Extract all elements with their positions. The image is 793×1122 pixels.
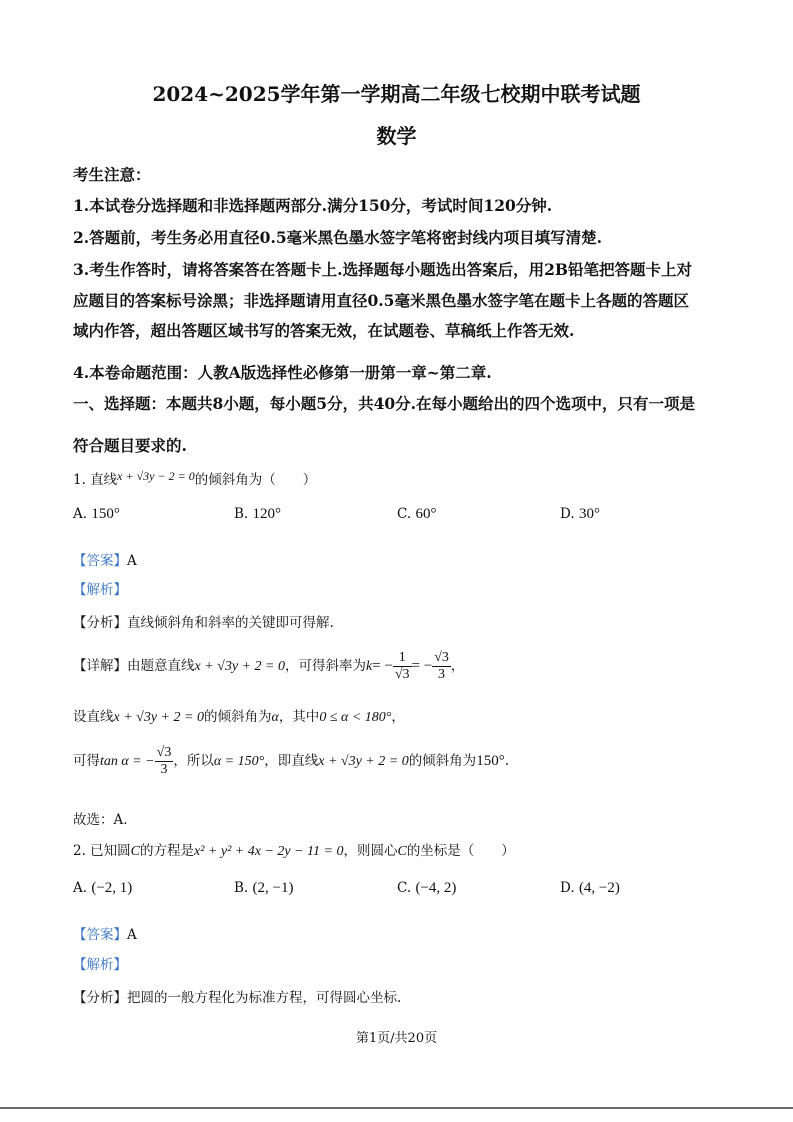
q2-option-c: C. (−4, 2) bbox=[397, 880, 457, 896]
q1-suffix: 的倾斜角为（ ） bbox=[194, 472, 317, 488]
q1-choose: 故选：A. bbox=[73, 812, 128, 828]
q1-detail-line1: 【详解】由题意直线x + √3y + 2 = 0，可得斜率为k= − $\frac{1}{√3}$ = − $\frac{√3}{3}$ ， bbox=[73, 650, 465, 682]
q1-fenxi-tag: 【分析】 bbox=[73, 615, 127, 631]
q2-option-a: A. (−2, 1) bbox=[73, 880, 133, 896]
q2-equation: x² + y² + 4x − 2y − 11 = 0 bbox=[194, 844, 344, 859]
q1-detail-line3: 可得tan α = − $\frac{√3}{3}$ ，所以α = 150°，即直线x + √3y + 2 = 0的倾斜角为150°. bbox=[73, 745, 509, 777]
q1-option-b-value: 120° bbox=[252, 506, 282, 522]
q2-answer-value: A bbox=[127, 927, 137, 943]
q1-option-a: A. 150° bbox=[73, 506, 120, 522]
q1-answer bbox=[73, 549, 137, 569]
q2-option-c-value: (−4, 2) bbox=[415, 880, 457, 896]
q2-fenxi-tag: 【分析】 bbox=[73, 990, 127, 1006]
q2-option-b: B. (2, −1) bbox=[234, 880, 294, 896]
q2-option-b-value: (2, −1) bbox=[252, 880, 294, 896]
q2-analysis-tag: 【解析】 bbox=[73, 957, 127, 973]
subject-title: 数学 bbox=[376, 124, 417, 148]
q1-option-d: D. 30° bbox=[560, 506, 600, 522]
q1-prefix: 1. 直线 bbox=[73, 472, 118, 488]
notice-item-4: 4.本卷命题范围：人教A版选择性必修第一册第一章~第二章. bbox=[73, 363, 492, 382]
q2-stem: 2. 已知圆C的方程是x² + y² + 4x − 2y − 11 = 0，则圆心C的坐标是（ ） bbox=[73, 843, 515, 859]
q2-option-d: D. (4, −2) bbox=[560, 880, 620, 896]
q2-option-a-value: (−2, 1) bbox=[91, 880, 133, 896]
q1-detail-tag: 【详解】 bbox=[73, 658, 127, 674]
q1-fenxi bbox=[73, 611, 334, 631]
q1-answer-value: A bbox=[127, 553, 137, 569]
q1-option-c: C. 60° bbox=[397, 506, 437, 522]
q1-equation: x + √3y − 2 = 0 bbox=[117, 469, 195, 483]
notice-item-1: 1.本试卷分选择题和非选择题两部分.满分150分，考试时间120分钟. bbox=[73, 196, 553, 215]
q1-fraction-2: $\frac{√3}{3}$ bbox=[434, 650, 449, 682]
q1-fenxi-text: 直线倾斜角和斜率的关键即可得解. bbox=[127, 615, 334, 631]
q1-range: 0 ≤ α < 180° bbox=[319, 710, 392, 725]
q1-option-a-value: 150° bbox=[91, 506, 120, 522]
q1-stem bbox=[73, 468, 316, 488]
q2-answer-tag: 【答案】 bbox=[73, 927, 127, 943]
q1-detail-line2: 设直线x + √3y + 2 = 0的倾斜角为α，其中0 ≤ α < 180°， bbox=[73, 709, 405, 725]
q1-fraction-1: $\frac{1}{√3}$ bbox=[394, 650, 410, 682]
notice-item-3-cont1: 应题目的答案标号涂黑；非选择题请用直径0.5毫米黑色墨水签字笔在题卡上各题的答题区 bbox=[73, 291, 689, 310]
q1-answer-tag: 【答案】 bbox=[73, 553, 127, 569]
notice-heading: 考生注意： bbox=[73, 165, 151, 184]
q1-detail-equation: x + √3y + 2 = 0 bbox=[194, 659, 285, 674]
page-number: 第1页/共20页 bbox=[355, 1031, 438, 1046]
q2-fenxi-text: 把圆的一般方程化为标准方程，可得圆心坐标. bbox=[127, 990, 402, 1006]
q2-option-d-value: (4, −2) bbox=[578, 880, 620, 896]
q1-option-b: B. 120° bbox=[234, 506, 282, 522]
q1-fraction-3: $\frac{√3}{3}$ bbox=[156, 745, 172, 777]
page-bottom-rule bbox=[0, 1107, 793, 1109]
q2-answer bbox=[73, 923, 137, 943]
section-heading-line1: 一、选择题：本题共8小题，每小题5分，共40分.在每小题给出的四个选项中，只有一项是 bbox=[73, 394, 696, 413]
q1-option-c-value: 60° bbox=[415, 506, 437, 522]
q1-analysis-tag: 【解析】 bbox=[73, 582, 127, 598]
notice-item-2: 2.答题前，考生务必用直径0.5毫米黑色墨水签字笔将密封线内项目填写清楚. bbox=[73, 228, 603, 247]
q1-option-d-value: 30° bbox=[578, 506, 600, 522]
notice-item-3: 3.考生作答时，请将答案答在答题卡上.选择题每小题选出答案后，用2B铅笔把答题卡上对 bbox=[73, 260, 692, 279]
section-heading-line2: 符合题目要求的. bbox=[73, 436, 187, 455]
notice-item-3-cont2: 域内作答，超出答题区域书写的答案无效，在试题卷、草稿纸上作答无效. bbox=[73, 321, 575, 340]
q2-fenxi bbox=[73, 986, 401, 1006]
exam-title: 2024~2025学年第一学期高二年级七校期中联考试题 bbox=[152, 82, 641, 106]
